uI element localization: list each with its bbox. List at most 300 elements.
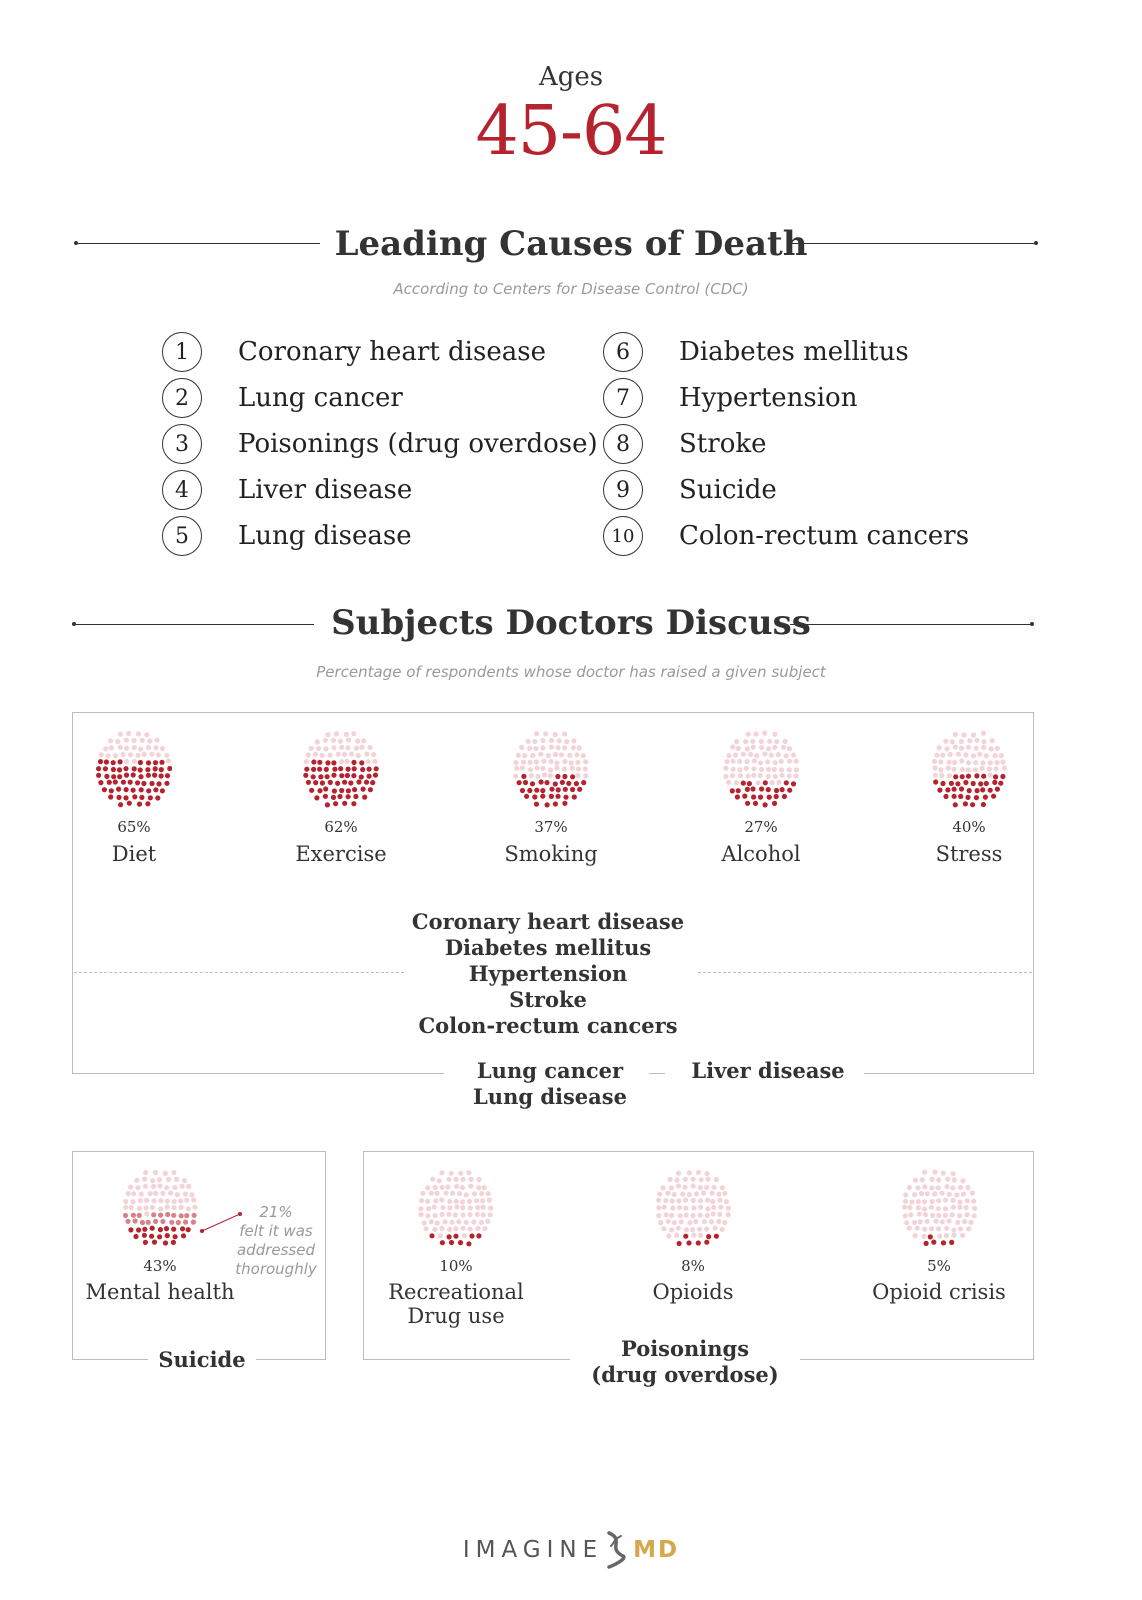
dot-empty xyxy=(355,738,360,743)
dot-filled xyxy=(339,788,344,793)
dot-filled xyxy=(791,781,796,786)
dot-filled xyxy=(963,801,968,806)
logo-md: MD xyxy=(633,1537,680,1563)
dot-cluster xyxy=(96,728,172,810)
dot-filled xyxy=(953,774,958,779)
dot-empty xyxy=(952,1177,957,1182)
dot-filled xyxy=(143,1240,148,1245)
dot-empty xyxy=(713,1226,718,1231)
dot-filled xyxy=(360,767,365,772)
dot-empty xyxy=(967,738,972,743)
dot-empty xyxy=(534,731,539,736)
dot-empty xyxy=(704,1171,709,1176)
dot-filled xyxy=(978,781,983,786)
dot-empty xyxy=(698,1205,703,1210)
dot-empty xyxy=(952,760,957,765)
poisonings-line: Poisonings xyxy=(620,1336,750,1361)
poisonings-label xyxy=(570,1336,800,1388)
related-cause: Hypertension xyxy=(468,961,628,986)
dot-empty xyxy=(164,753,169,758)
dot-filled xyxy=(160,788,165,793)
dot-empty xyxy=(724,1199,729,1204)
cause-item xyxy=(603,378,857,418)
dot-empty xyxy=(108,738,113,743)
dot-empty xyxy=(977,752,982,757)
dot-filled xyxy=(750,786,755,791)
dot-empty xyxy=(723,774,728,779)
dot-filled xyxy=(370,780,375,785)
dot-empty xyxy=(779,773,784,778)
dot-empty xyxy=(345,745,350,750)
dot-empty xyxy=(540,745,545,750)
subject-name: Exercise xyxy=(295,842,387,866)
dot-empty xyxy=(951,1205,956,1210)
dot-filled xyxy=(317,767,322,772)
dot-empty xyxy=(690,1227,695,1232)
footer-dash xyxy=(649,1073,665,1074)
dot-empty xyxy=(454,1177,459,1182)
dot-filled xyxy=(146,773,151,778)
dot-empty xyxy=(309,746,314,751)
dot-filled xyxy=(540,788,545,793)
dot-empty xyxy=(562,767,567,772)
dot-filled xyxy=(373,773,378,778)
subject-name: Diet xyxy=(111,842,157,866)
dot-filled xyxy=(562,801,567,806)
dot-empty xyxy=(424,1226,429,1231)
dot-empty xyxy=(569,760,574,765)
dot-empty xyxy=(549,745,554,750)
dot-filled xyxy=(164,781,169,786)
dot-empty xyxy=(943,1213,948,1218)
dot-empty xyxy=(731,767,736,772)
dot-empty xyxy=(474,1198,479,1203)
subject-percent: 37% xyxy=(534,818,568,836)
dot-filled xyxy=(532,794,537,799)
dot-empty xyxy=(951,1233,956,1238)
poisonings-line: (drug overdose) xyxy=(591,1362,779,1387)
cause-rank: 3 xyxy=(162,424,202,464)
dot-empty xyxy=(461,1226,466,1231)
dot-filled xyxy=(138,774,143,779)
dot-empty xyxy=(467,1199,472,1204)
dot-filled xyxy=(331,760,336,765)
dot-filled xyxy=(317,788,322,793)
dot-empty xyxy=(679,1219,684,1224)
dot-empty xyxy=(486,1191,491,1196)
dot-filled xyxy=(949,1240,954,1245)
dot-empty xyxy=(153,745,158,750)
dot-filled xyxy=(346,767,351,772)
dot-filled xyxy=(137,1213,142,1218)
dot-empty xyxy=(716,1192,721,1197)
dot-empty xyxy=(711,1211,716,1216)
dot-filled xyxy=(458,1240,463,1245)
dot-filled xyxy=(1000,774,1005,779)
dot-empty xyxy=(944,1233,949,1238)
dot-empty xyxy=(189,1192,194,1197)
dot-empty xyxy=(701,1190,706,1195)
dot-empty xyxy=(522,753,527,758)
cause-item xyxy=(603,516,969,556)
dot-empty xyxy=(694,1191,699,1196)
dot-empty xyxy=(113,753,118,758)
dot-empty xyxy=(759,739,764,744)
dashed-divider-left xyxy=(74,972,404,973)
dot-empty xyxy=(342,752,347,757)
subject-label xyxy=(44,842,224,866)
dot-filled xyxy=(581,780,586,785)
dot-empty xyxy=(450,1220,455,1225)
dot-empty xyxy=(758,773,763,778)
dot-empty xyxy=(944,1226,949,1231)
dot-filled xyxy=(714,1234,719,1239)
dot-empty xyxy=(323,746,328,751)
dot-filled xyxy=(171,1240,176,1245)
dot-filled xyxy=(367,774,372,779)
dot-filled xyxy=(570,774,575,779)
dot-empty xyxy=(745,774,750,779)
subject-label xyxy=(671,842,851,866)
dot-filled xyxy=(171,1227,176,1232)
dot-filled xyxy=(758,795,763,800)
dot-empty xyxy=(527,760,532,765)
dot-empty xyxy=(123,1205,128,1210)
dot-empty xyxy=(123,1199,128,1204)
dot-empty xyxy=(543,731,548,736)
dot-empty xyxy=(126,731,131,736)
dot-empty xyxy=(440,1185,445,1190)
subject-label xyxy=(603,1280,783,1304)
dot-filled xyxy=(975,788,980,793)
dot-filled xyxy=(153,1219,158,1224)
dot-filled xyxy=(952,794,957,799)
dot-empty xyxy=(323,738,328,743)
dot-empty xyxy=(439,1170,444,1175)
dot-empty xyxy=(922,1227,927,1232)
dot-empty xyxy=(946,766,951,771)
dot-empty xyxy=(453,1212,458,1217)
dot-filled xyxy=(352,766,357,771)
dot-filled xyxy=(306,780,311,785)
dot-filled xyxy=(368,787,373,792)
dot-filled xyxy=(148,795,153,800)
dot-filled xyxy=(116,787,121,792)
dot-empty xyxy=(903,1213,908,1218)
dot-empty xyxy=(163,1171,168,1176)
dot-filled xyxy=(943,794,948,799)
dot-filled xyxy=(782,794,787,799)
dot-empty xyxy=(354,746,359,751)
dot-empty xyxy=(143,1170,148,1175)
footer-causes-right xyxy=(672,1058,864,1084)
dot-empty xyxy=(766,746,771,751)
related-cause: Stroke xyxy=(509,987,587,1012)
dot-empty xyxy=(687,1170,692,1175)
dot-empty xyxy=(691,1184,696,1189)
dot-filled xyxy=(98,780,103,785)
dot-filled xyxy=(131,772,136,777)
cause-rank: 9 xyxy=(603,470,643,510)
dot-filled xyxy=(116,795,121,800)
dot-empty xyxy=(989,746,994,751)
dot-empty xyxy=(678,1213,683,1218)
dot-filled xyxy=(453,1234,458,1239)
dot-empty xyxy=(535,765,540,770)
dot-empty xyxy=(129,1205,134,1210)
dot-filled xyxy=(440,1240,445,1245)
dot-empty xyxy=(443,1190,448,1195)
dot-filled xyxy=(562,774,567,779)
dot-empty xyxy=(697,1227,702,1232)
dashed-divider-right xyxy=(698,972,1032,973)
dot-filled xyxy=(149,1234,154,1239)
dot-empty xyxy=(984,753,989,758)
dot-empty xyxy=(134,1178,139,1183)
dot-filled xyxy=(131,788,136,793)
dot-empty xyxy=(698,1213,703,1218)
cause-rank: 7 xyxy=(603,378,643,418)
dot-empty xyxy=(143,1184,148,1189)
dot-empty xyxy=(658,1220,663,1225)
dot-empty xyxy=(457,1191,462,1196)
dot-empty xyxy=(132,759,137,764)
dot-filled xyxy=(549,787,554,792)
dot-empty xyxy=(571,738,576,743)
dot-empty xyxy=(774,739,779,744)
dot-empty xyxy=(766,774,771,779)
dot-empty xyxy=(583,759,588,764)
dot-filled xyxy=(328,780,333,785)
dot-filled xyxy=(118,802,123,807)
dot-filled xyxy=(521,774,526,779)
dot-empty xyxy=(670,1205,675,1210)
dot-empty xyxy=(165,1204,170,1209)
dot-empty xyxy=(913,1233,918,1238)
dot-filled xyxy=(153,766,158,771)
dot-filled xyxy=(309,788,314,793)
dot-filled xyxy=(151,1212,156,1217)
dot-filled xyxy=(140,1220,145,1225)
dot-empty xyxy=(513,760,518,765)
dot-filled xyxy=(971,781,976,786)
dot-empty xyxy=(762,731,767,736)
dot-empty xyxy=(144,732,149,737)
dot-empty xyxy=(718,1205,723,1210)
dot-empty xyxy=(751,745,756,750)
dot-empty xyxy=(439,1226,444,1231)
dot-filled xyxy=(949,781,954,786)
dot-empty xyxy=(745,746,750,751)
dot-empty xyxy=(965,1185,970,1190)
dot-empty xyxy=(171,1205,176,1210)
dot-empty xyxy=(903,1192,908,1197)
cause-rank: 2 xyxy=(162,378,202,418)
dot-filled xyxy=(163,1240,168,1245)
dot-filled xyxy=(449,1240,454,1245)
dot-empty xyxy=(349,752,354,757)
dot-empty xyxy=(770,780,775,785)
dot-empty xyxy=(748,752,753,757)
dot-empty xyxy=(553,752,558,757)
dot-empty xyxy=(664,1212,669,1217)
dot-filled xyxy=(364,780,369,785)
dot-empty xyxy=(468,1226,473,1231)
dot-empty xyxy=(154,738,159,743)
dot-empty xyxy=(995,746,1000,751)
dot-filled xyxy=(530,781,535,786)
dot-empty xyxy=(464,1192,469,1197)
cause-rank: 10 xyxy=(603,516,643,556)
dot-filled xyxy=(145,801,150,806)
dot-empty xyxy=(705,1206,710,1211)
dot-empty xyxy=(925,1191,930,1196)
dot-empty xyxy=(971,753,976,758)
dot-filled xyxy=(165,773,170,778)
dot-empty xyxy=(717,1198,722,1203)
causes-subtitle: According to Centers for Disease Control (CDC) xyxy=(393,280,749,298)
dot-empty xyxy=(164,1185,169,1190)
cause-label: Coronary heart disease xyxy=(238,337,546,367)
dot-empty xyxy=(184,1198,189,1203)
dot-empty xyxy=(554,760,559,765)
dot-empty xyxy=(687,1220,692,1225)
dot-filled xyxy=(570,787,575,792)
dot-filled xyxy=(118,759,123,764)
dot-filled xyxy=(303,773,308,778)
dot-filled xyxy=(359,774,364,779)
dot-filled xyxy=(745,787,750,792)
dot-empty xyxy=(368,745,373,750)
dot-empty xyxy=(684,1227,689,1232)
dot-empty xyxy=(538,752,543,757)
dot-filled xyxy=(970,802,975,807)
dot-empty xyxy=(575,773,580,778)
dot-empty xyxy=(183,1191,188,1196)
dot-empty xyxy=(913,1178,918,1183)
dot-empty xyxy=(758,760,763,765)
dot-filled xyxy=(352,787,357,792)
dot-empty xyxy=(951,1227,956,1232)
dot-filled xyxy=(742,794,747,799)
dot-empty xyxy=(418,1206,423,1211)
dot-empty xyxy=(744,759,749,764)
dot-filled xyxy=(774,788,779,793)
dot-empty xyxy=(661,1185,666,1190)
dot-filled xyxy=(165,1212,170,1217)
dot-empty xyxy=(962,1219,967,1224)
dot-empty xyxy=(923,1212,928,1217)
dot-empty xyxy=(772,732,777,737)
dot-empty xyxy=(172,1199,177,1204)
dot-filled xyxy=(466,1241,471,1246)
dot-empty xyxy=(725,759,730,764)
dot-empty xyxy=(953,732,958,737)
related-causes-list xyxy=(380,909,716,1039)
dot-empty xyxy=(462,1233,467,1238)
dot-empty xyxy=(741,752,746,757)
dot-empty xyxy=(918,1219,923,1224)
dot-empty xyxy=(953,744,958,749)
dot-empty xyxy=(138,746,143,751)
dot-filled xyxy=(103,766,108,771)
dot-filled xyxy=(138,760,143,765)
dot-empty xyxy=(433,1185,438,1190)
dot-empty xyxy=(930,1177,935,1182)
dot-empty xyxy=(754,753,759,758)
dot-empty xyxy=(723,766,728,771)
dot-filled xyxy=(429,1233,434,1238)
dot-empty xyxy=(429,1191,434,1196)
dot-empty xyxy=(346,737,351,742)
dot-empty xyxy=(433,1213,438,1218)
dot-empty xyxy=(737,759,742,764)
dot-empty xyxy=(1000,759,1005,764)
dot-filled xyxy=(145,767,150,772)
dot-filled xyxy=(967,788,972,793)
dot-filled xyxy=(992,780,997,785)
dot-empty xyxy=(965,1198,970,1203)
dot-empty xyxy=(469,1177,474,1182)
dot-empty xyxy=(140,738,145,743)
dot-filled xyxy=(318,774,323,779)
dot-filled xyxy=(963,780,968,785)
dot-empty xyxy=(955,1220,960,1225)
dot-empty xyxy=(166,1177,171,1182)
dot-filled xyxy=(121,780,126,785)
dot-empty xyxy=(743,739,748,744)
dot-empty xyxy=(943,1198,948,1203)
dot-empty xyxy=(668,1177,673,1182)
dot-empty xyxy=(950,739,955,744)
dot-filled xyxy=(959,786,964,791)
dot-empty xyxy=(540,738,545,743)
dot-empty xyxy=(328,753,333,758)
dot-filled xyxy=(539,779,544,784)
dot-empty xyxy=(534,759,539,764)
dot-empty xyxy=(514,766,519,771)
dot-empty xyxy=(461,1212,466,1217)
dot-empty xyxy=(513,774,518,779)
dot-empty xyxy=(168,1191,173,1196)
dot-empty xyxy=(574,752,579,757)
dot-filled xyxy=(165,1233,170,1238)
cause-label: Colon-rectum cancers xyxy=(679,521,970,551)
dot-empty xyxy=(562,745,567,750)
dot-filled xyxy=(109,788,114,793)
dot-empty xyxy=(433,1198,438,1203)
dot-empty xyxy=(964,1205,969,1210)
dot-filled xyxy=(767,795,772,800)
dot-empty xyxy=(128,752,133,757)
dot-filled xyxy=(128,780,133,785)
dot-empty xyxy=(371,752,376,757)
dot-empty xyxy=(336,752,341,757)
dot-filled xyxy=(142,1233,147,1238)
dot-filled xyxy=(527,788,532,793)
dot-empty xyxy=(951,1198,956,1203)
dot-empty xyxy=(714,1177,719,1182)
dot-empty xyxy=(137,1206,142,1211)
dot-filled xyxy=(983,795,988,800)
dot-filled xyxy=(774,794,779,799)
dot-empty xyxy=(447,1199,452,1204)
dot-filled xyxy=(149,781,154,786)
dot-filled xyxy=(706,1234,711,1239)
dot-empty xyxy=(548,767,553,772)
cause-rank: 1 xyxy=(162,332,202,372)
cause-label: Stroke xyxy=(679,429,767,459)
